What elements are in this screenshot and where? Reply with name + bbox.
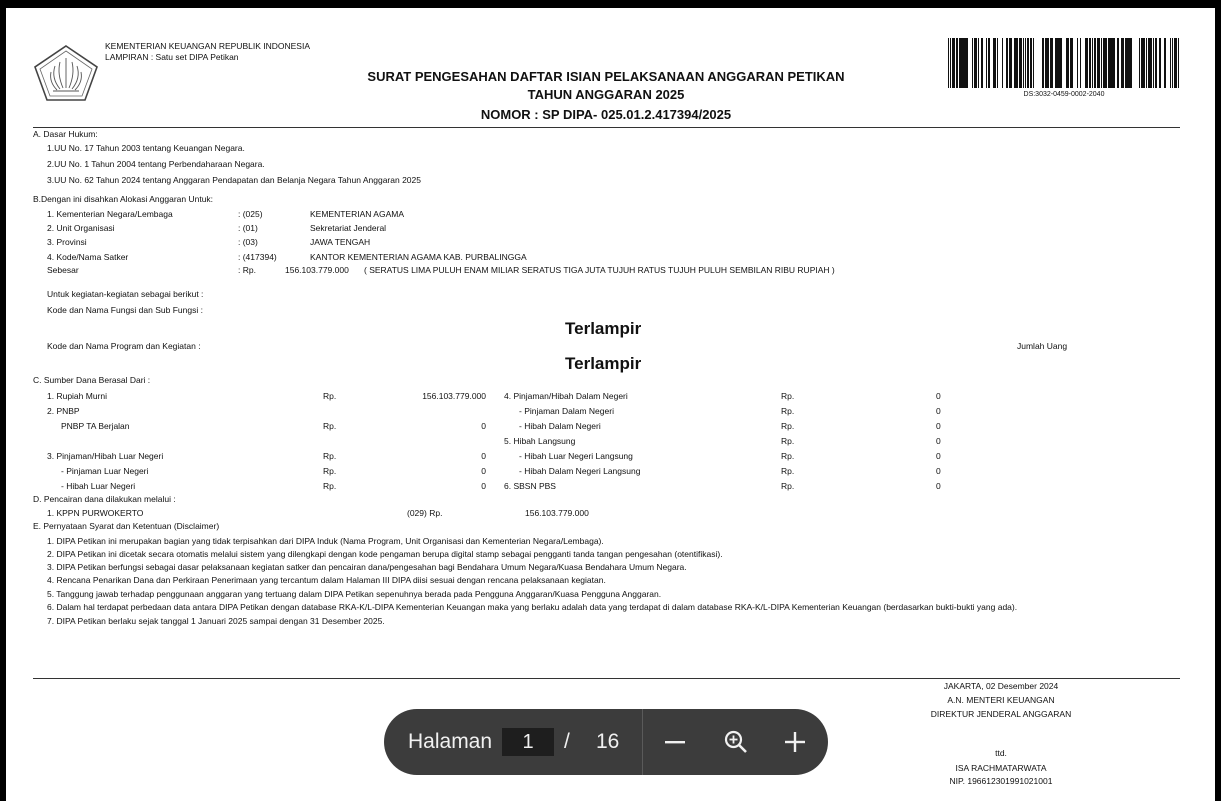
fund-value: 0	[936, 481, 941, 491]
plus-icon	[783, 730, 807, 754]
disclaimer-item: 6. Dalam hal terdapat perbedaan data antara DIPA Petikan dengan database RKA-K/L-DIPA Kementerian Keuangan maka yang berlaku adalah data yang terdapat di dalam database RKA-K/L-DIPA Kementerian Keuangan (berdasarkan bukti-bukti yang ada).	[47, 602, 1018, 612]
allocation-value: Sekretariat Jenderal	[310, 223, 387, 233]
fund-label: - Pinjaman Dalam Negeri	[519, 406, 614, 416]
allocation-label: 3. Provinsi	[47, 237, 87, 247]
sebesar-label: Sebesar	[47, 265, 79, 275]
fungsi-label: Kode dan Nama Fungsi dan Sub Fungsi :	[47, 305, 203, 315]
zoom-fit-button[interactable]	[718, 724, 754, 760]
disclaimer-item: 3. DIPA Petikan berfungsi sebagai dasar pelaksanaan kegiatan satker dan pencairan dana/pengesahan bagi Bendahara Umum Negara/Kuasa Bendahara Umum Negara.	[47, 562, 687, 572]
fund-label: - Hibah Luar Negeri Langsung	[519, 451, 633, 461]
fund-rp: Rp.	[781, 466, 795, 476]
fund-label: 6. SBSN PBS	[504, 481, 556, 491]
barcode-icon	[948, 38, 1180, 92]
allocation-value: KANTOR KEMENTERIAN AGAMA KAB. PURBALINGGA	[310, 252, 527, 262]
allocation-code: : (03)	[238, 237, 258, 247]
document-page	[6, 8, 1215, 801]
footer-divider	[33, 678, 1180, 679]
ministry-name: KEMENTERIAN KEUANGAN REPUBLIK INDONESIA	[105, 41, 310, 51]
document-year: TAHUN ANGGARAN 2025	[527, 87, 685, 102]
ministry-emblem-icon	[33, 44, 99, 102]
disclaimer-item: 5. Tanggung jawab terhadap penggunaan anggaran yang tertuang dalam DIPA Petikan sepenuhnya berada pada Pengguna Anggaran/Kuasa Pengguna Anggaran.	[47, 589, 662, 599]
fund-value: 0	[936, 406, 941, 416]
section-a-heading: A. Dasar Hukum:	[33, 129, 98, 139]
fund-rp: Rp.	[323, 421, 337, 431]
pdf-toolbar	[384, 709, 828, 775]
barcode-text: DS:3032-0459-0002-2040	[1023, 91, 1105, 98]
kppn-code: (029) Rp.	[407, 508, 443, 518]
allocation-code: : (025)	[238, 209, 263, 219]
sebesar-words: ( SERATUS LIMA PULUH ENAM MILIAR SERATUS TIGA JUTA TUJUH RATUS TUJUH PULUH SEMBILAN RIBU RUPIAH )	[364, 265, 835, 275]
fund-label: 5. Hibah Langsung	[504, 436, 576, 446]
fund-label: - Pinjaman Luar Negeri	[61, 466, 149, 476]
fund-value: 156.103.779.000	[422, 391, 486, 401]
terlampir-program: Terlampir	[565, 354, 642, 373]
fund-rp: Rp.	[323, 481, 337, 491]
fund-label: - Hibah Dalam Negeri Langsung	[519, 466, 641, 476]
fund-value: 0	[936, 391, 941, 401]
fund-label: PNBP TA Berjalan	[61, 421, 130, 431]
terlampir-fungsi: Terlampir	[565, 319, 642, 338]
fund-value: 0	[481, 481, 486, 491]
minus-icon	[663, 730, 687, 754]
signature-ttd: ttd.	[995, 748, 1007, 758]
fund-value: 0	[481, 421, 486, 431]
signature-name: ISA RACHMATARWATA	[955, 763, 1047, 773]
fund-label: - Hibah Dalam Negeri	[519, 421, 601, 431]
fund-value: 0	[936, 436, 941, 446]
allocation-code: : (417394)	[238, 252, 277, 262]
fund-rp: Rp.	[781, 481, 795, 491]
kppn-amount: 156.103.779.000	[525, 508, 589, 518]
fund-value: 0	[936, 466, 941, 476]
page-label: Halaman	[408, 730, 493, 753]
signature-nip: NIP. 196612301991021001	[949, 776, 1053, 786]
fund-label: 3. Pinjaman/Hibah Luar Negeri	[47, 451, 164, 461]
fund-rp: Rp.	[323, 451, 337, 461]
allocation-label: 4. Kode/Nama Satker	[47, 252, 129, 262]
page-total: 16	[596, 730, 620, 753]
fund-rp: Rp.	[781, 406, 795, 416]
document-number: NOMOR : SP DIPA- 025.01.2.417394/2025	[480, 107, 732, 122]
section-d-heading: D. Pencairan dana dilakukan melalui :	[33, 494, 176, 504]
disclaimer-item: 2. DIPA Petikan ini dicetak secara otomatis melalui sistem yang dilengkapi dengan kode pengaman berupa digital stamp sebagai pengganti tanda tangan pengesahan (otentifikasi).	[47, 549, 723, 559]
section-c-heading: C. Sumber Dana Berasal Dari :	[33, 375, 151, 385]
page-number-input[interactable]: 1	[502, 728, 554, 756]
law-item: 1.UU No. 17 Tahun 2003 tentang Keuangan Negara.	[47, 143, 245, 153]
signature-on-behalf: A.N. MENTERI KEUANGAN	[947, 695, 1055, 705]
fund-value: 0	[936, 451, 941, 461]
signature-place-date: JAKARTA, 02 Desember 2024	[943, 681, 1059, 691]
toolbar-divider	[642, 709, 643, 775]
allocation-label: 1. Kementerian Negara/Lembaga	[47, 209, 173, 219]
document-title: SURAT PENGESAHAN DAFTAR ISIAN PELAKSANAAN ANGGARAN PETIKAN	[367, 69, 845, 84]
header-divider	[33, 127, 1180, 128]
fund-label: 2. PNBP	[47, 406, 80, 416]
fund-value: 0	[481, 451, 486, 461]
fund-label: - Hibah Luar Negeri	[61, 481, 136, 491]
fund-rp: Rp.	[323, 466, 337, 476]
kegiatan-label: Untuk kegiatan-kegiatan sebagai berikut :	[47, 289, 204, 299]
allocation-label: 2. Unit Organisasi	[47, 223, 115, 233]
fund-rp: Rp.	[323, 391, 337, 401]
kppn-label: 1. KPPN PURWOKERTO	[47, 508, 144, 518]
fund-label: 4. Pinjaman/Hibah Dalam Negeri	[504, 391, 628, 401]
attachment-label: LAMPIRAN : Satu set DIPA Petikan	[105, 52, 239, 62]
sebesar-amount: 156.103.779.000	[285, 265, 349, 275]
allocation-code: : (01)	[238, 223, 258, 233]
fund-rp: Rp.	[781, 451, 795, 461]
sebesar-rp: : Rp.	[238, 265, 256, 275]
fund-label: 1. Rupiah Murni	[47, 391, 108, 401]
fund-rp: Rp.	[781, 391, 795, 401]
allocation-value: KEMENTERIAN AGAMA	[310, 209, 404, 219]
disclaimer-item: 1. DIPA Petikan ini merupakan bagian yang tidak terpisahkan dari DIPA Induk (Nama Program, Unit Organisasi dan Kementerian Negara/Lembaga).	[47, 536, 604, 546]
law-item: 3.UU No. 62 Tahun 2024 tentang Anggaran Pendapatan dan Belanja Negara Tahun Anggaran 2025	[47, 175, 421, 185]
program-label: Kode dan Nama Program dan Kegiatan :	[47, 341, 201, 351]
section-e-heading: E. Pernyataan Syarat dan Ketentuan (Disclaimer)	[33, 521, 220, 531]
fund-rp: Rp.	[781, 421, 795, 431]
fund-value: 0	[936, 421, 941, 431]
section-b-heading: B.Dengan ini disahkan Alokasi Anggaran Untuk:	[33, 194, 214, 204]
page-separator: /	[564, 730, 570, 753]
law-item: 2.UU No. 1 Tahun 2004 tentang Perbendaharaan Negara.	[47, 159, 265, 169]
jumlah-uang-label: Jumlah Uang	[1017, 341, 1068, 351]
allocation-value: JAWA TENGAH	[310, 237, 371, 247]
zoom-magnifier-icon	[723, 729, 749, 755]
signature-position: DIREKTUR JENDERAL ANGGARAN	[930, 709, 1072, 719]
fund-rp: Rp.	[781, 436, 795, 446]
zoom-in-button[interactable]	[777, 724, 813, 760]
zoom-out-button[interactable]	[657, 724, 693, 760]
disclaimer-item: 7. DIPA Petikan berlaku sejak tanggal 1 Januari 2025 sampai dengan 31 Desember 2025.	[47, 616, 385, 626]
disclaimer-item: 4. Rencana Penarikan Dana dan Perkiraan Penerimaan yang tercantum dalam Halaman III DIPA diisi sesuai dengan rencana pelaksanaan kegiatan.	[47, 575, 606, 585]
fund-value: 0	[481, 466, 486, 476]
